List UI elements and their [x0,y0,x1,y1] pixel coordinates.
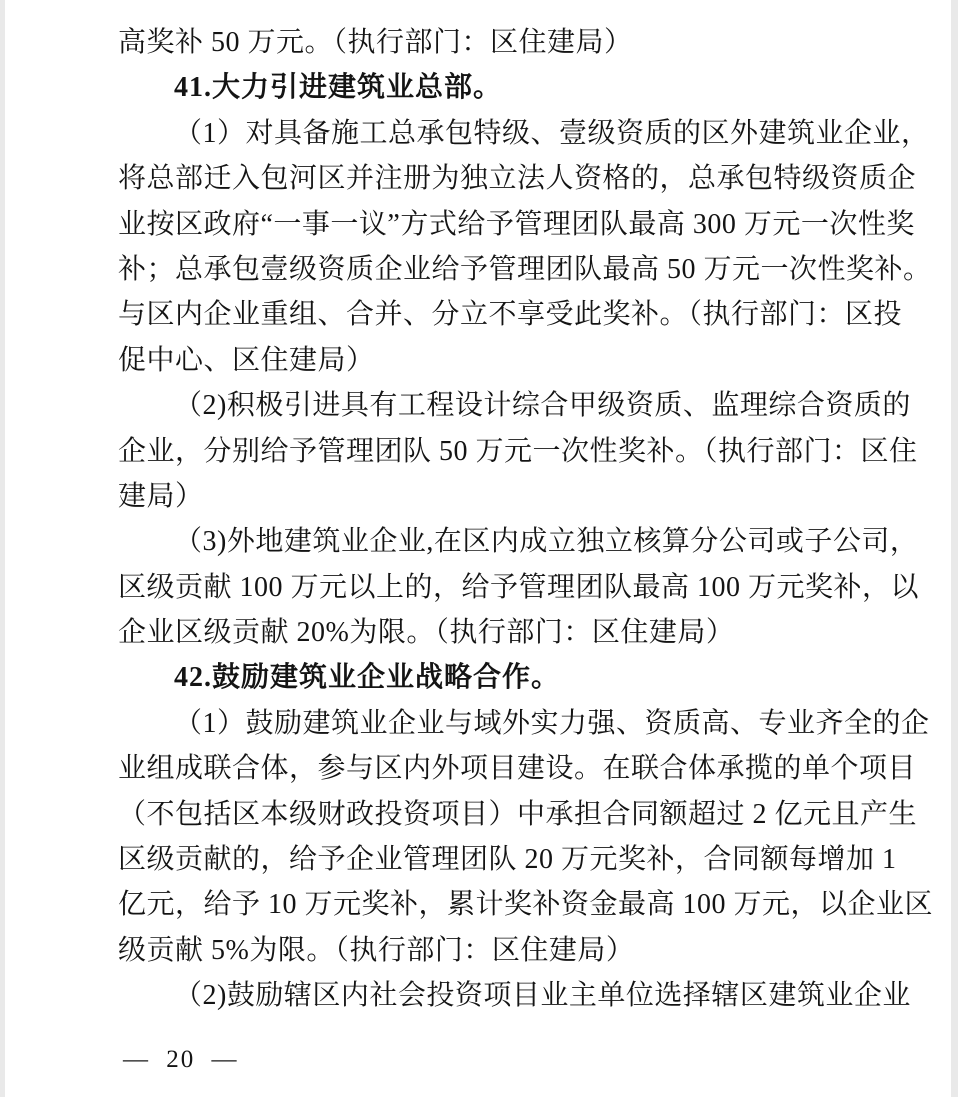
text-line: 将总部迁入包河区并注册为独立法人资格的，总承包特级资质企 [118,163,917,195]
text-line: （2)鼓励辖区内社会投资项目业主单位选择辖区建筑业企业 [174,980,911,1012]
text-line: 业按区政府“一事一议”方式给予管理团队最高 300 万元一次性奖 [118,208,915,240]
text-line: 与区内企业重组、合并、分立不享受此奖补。（执行部门：区投 [118,299,903,331]
document-body [5,0,951,1019]
text-line: 企业，分别给予管理团队 50 万元一次性奖补。（执行部门：区住 [118,435,918,467]
text-line: 区级贡献的，给予企业管理团队 20 万元奖补，合同额每增加 1 [118,844,897,876]
text-line: （1）对具备施工总承包特级、壹级资质的区外建筑业企业， [174,117,930,149]
text-line: 高奖补 50 万元。（执行部门：区住建局） [118,27,633,58]
text-line: 建局） [118,480,204,512]
text-line: （2)积极引进具有工程设计综合甲级资质、监理综合资质的 [174,390,911,422]
text-line: 补；总承包壹级资质企业给予管理团队最高 50 万元一次性奖补。 [118,253,932,285]
heading-line: 42.鼓励建筑业企业战略合作。 [174,662,561,694]
text-line: （不包括区本级财政投资项目）中承担合同额超过 2 亿元且产生 [118,798,918,830]
text-line: 促中心、区住建局） [118,344,375,376]
page-number: — 20 — [123,1046,239,1073]
text-line: 企业区级贡献 20%为限。（执行部门：区住建局） [118,617,735,649]
text-line: （3)外地建筑业企业,在区内成立独立核算分公司或子公司， [174,526,919,558]
text-line: 区级贡献 100 万元以上的，给予管理团队最高 100 万元奖补，以 [118,571,920,603]
heading-line: 41.大力引进建筑业总部。 [174,72,503,104]
text-line: （1）鼓励建筑业企业与域外实力强、资质高、专业齐全的企 [174,707,930,739]
text-line: 级贡献 5%为限。（执行部门：区住建局） [118,934,635,966]
text-line: 业组成联合体，参与区内外项目建设。在联合体承揽的单个项目 [118,753,917,785]
document-page [5,0,951,1097]
text-line: 亿元，给予 10 万元奖补，累计奖补资金最高 100 万元，以企业区 [118,889,934,921]
